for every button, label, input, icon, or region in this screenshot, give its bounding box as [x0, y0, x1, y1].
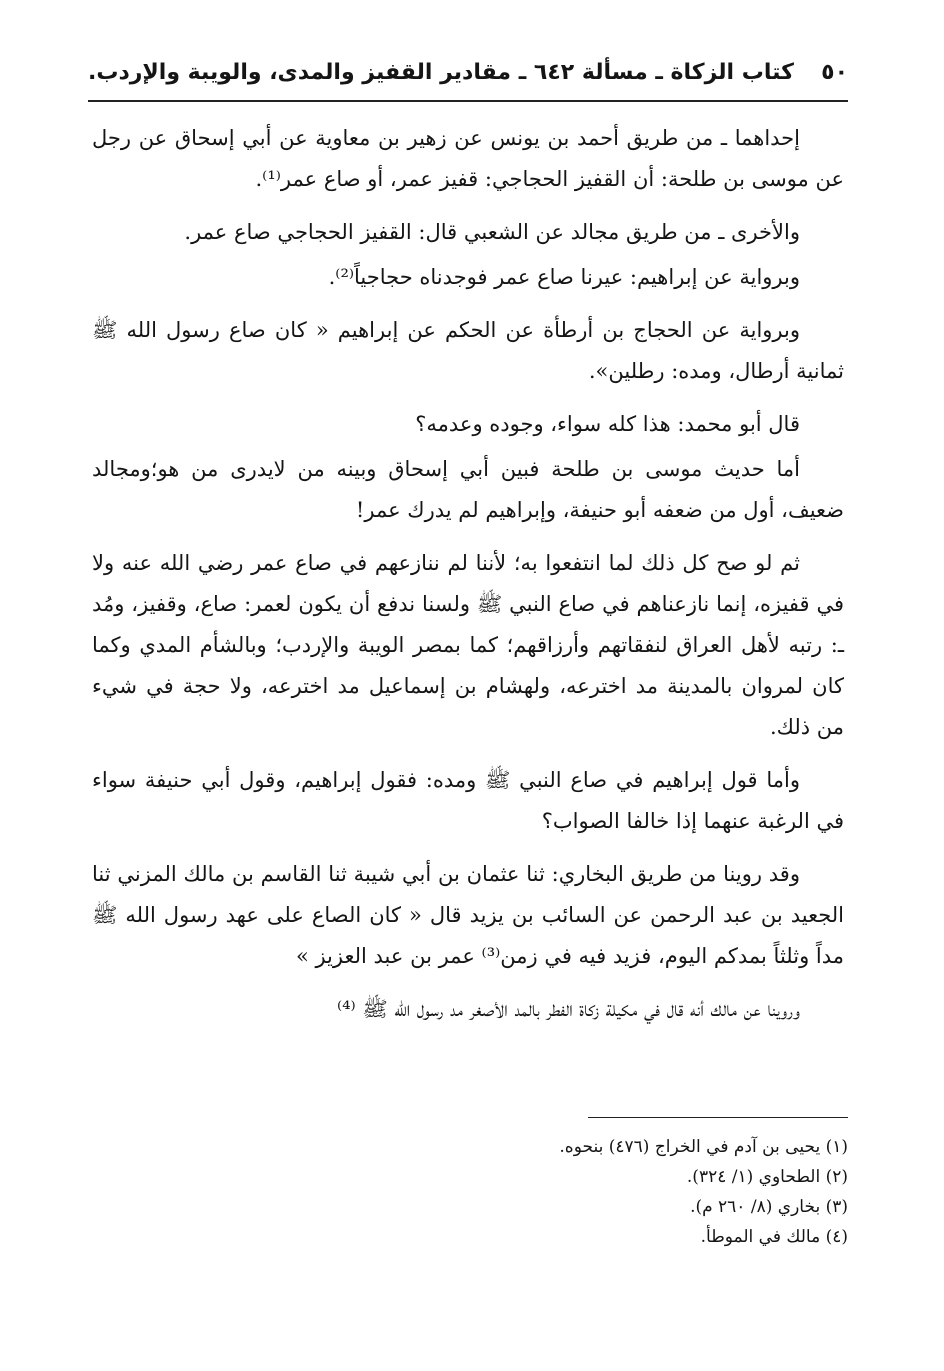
main-text — [92, 118, 844, 1042]
footnote-divider — [588, 1117, 848, 1118]
paragraph: وبرواية عن إبراهيم: عيرنا صاع عمر فوجدناه حجاجياً⁽²⁾. — [328, 265, 800, 289]
footnote: (٢) الطحاوي (١/ ٣٢٤). — [686, 1167, 848, 1187]
footnote: (٣) بخاري (٨/ ٢٦٠ م). — [690, 1197, 848, 1217]
paragraph: والأخرى ـ من طريق مجالد عن الشعبي قال: القفيز الحجاجي صاع عمر. — [184, 220, 800, 244]
paragraph: وبرواية عن الحجاج بن أرطأة عن الحكم عن إبراهيم « كان صاع رسول الله ﷺ ثمانية أرطال، ومده: رطلين». — [92, 318, 844, 383]
paragraph: إحداهما ـ من طريق أحمد بن يونس عن زهير بن معاوية عن أبي إسحاق عن رجل عن موسى بن طلحة: أن القفيز الحجاجي: قفيز عمر، أو صاع عمر⁽¹⁾. — [92, 126, 844, 191]
page-header — [88, 52, 848, 98]
footnotes — [360, 1132, 848, 1252]
footnote: (١) يحيى بن آدم في الخراج (٤٧٦) بنحوه. — [559, 1137, 848, 1157]
paragraph: قال أبو محمد: هذا كله سواء، وجوده وعدمه؟ — [415, 412, 800, 436]
paragraph: وأما قول إبراهيم في صاع النبي ﷺ ومده: فقول إبراهيم، وقول أبي حنيفة سواء في الرغبة عنهما إذا خالفا الصواب؟ — [92, 768, 844, 833]
paragraph: ثم لو صح كل ذلك لما انتفعوا به؛ لأننا لم ننازعهم في صاع عمر رضي الله عنه ولا في قفيزه، إنما نازعناهم في صاع النبي ﷺ ولسنا ندفع أن يكون لعمر: صاع، وقفيز، ومُد ـ: رتبه لأهل العراق لنفقاتهم وأرزاقهم؛ كما بمصر الويبة والإردب؛ وبالشأم المدي وكما كان لمروان بالمدينة مد اخترعه، ولهشام بن إسماعيل مد اخترعه، ولا حجة في شيء من ذلك. — [92, 551, 844, 739]
page-number: ٥٠ — [821, 60, 848, 85]
paragraph: أما حديث موسى بن طلحة فبين أبي إسحاق وبينه من لايدرى من هو؛ومجالد ضعيف، أول من ضعفه أبو حنيفة، وإبراهيم لم يدرك عمر! — [92, 457, 844, 522]
running-title: كتاب الزكاة ـ مسألة ٦٤٢ ـ مقادير القفيز والمدى، والويبة والإردب. — [88, 60, 794, 85]
paragraph: وقد روينا من طريق البخاري: ثنا عثمان بن أبي شيبة ثنا القاسم بن مالك المزني ثنا الجعيد بن عبد الرحمن عن السائب بن يزيد قال « كان الصاع على عهد رسول الله ﷺ مداً وثلثاً بمدكم اليوم، فزيد فيه في زمن⁽³⁾ عمر بن عبد العزيز » — [92, 862, 844, 968]
footnote: (٤) مالك في الموطأ. — [700, 1227, 848, 1247]
header-divider — [88, 100, 848, 102]
paragraph: وروينا عن مالك أنه قال في مكيلة زكاة الفطر بالمد الأصغر مد رسول الله ﷺ ⁽⁴⁾ — [336, 997, 800, 1021]
